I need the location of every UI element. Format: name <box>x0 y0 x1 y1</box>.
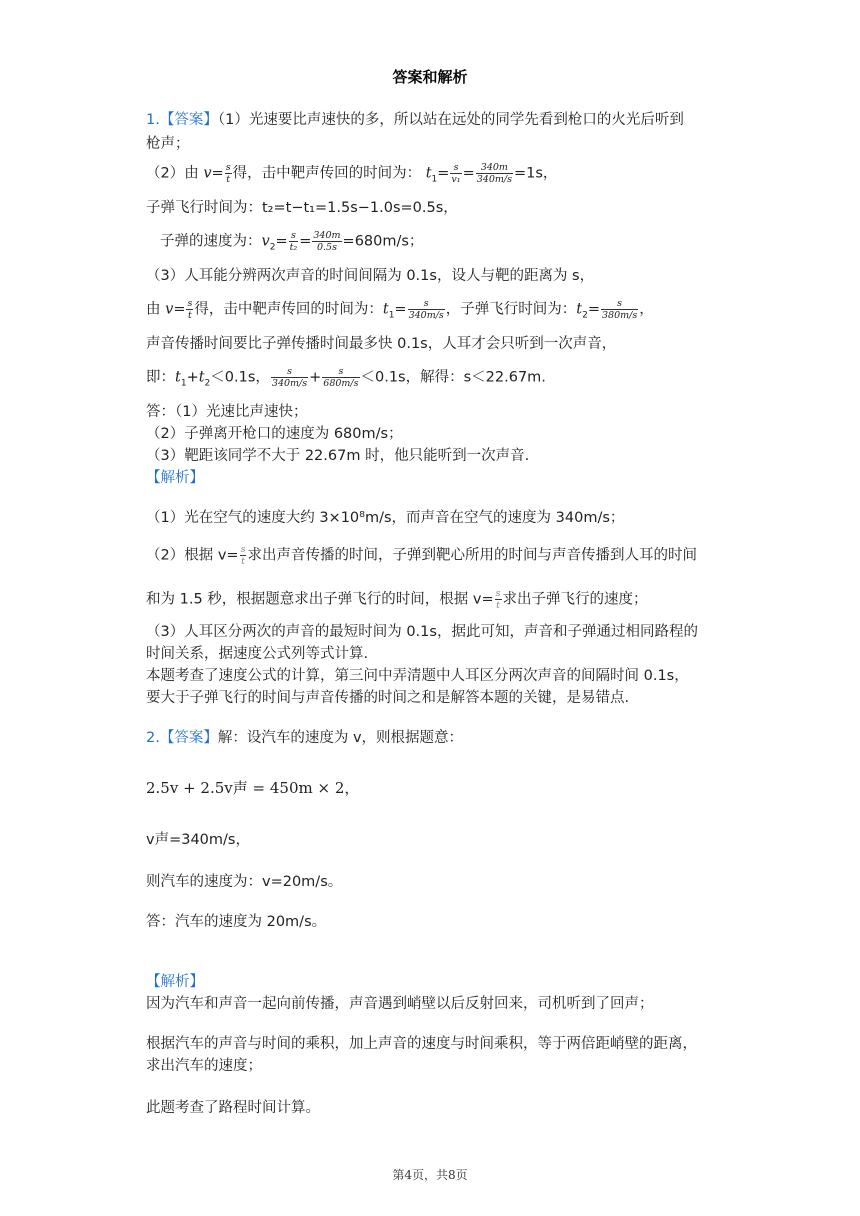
t1-formula: $\frac{s}{\text{v₁}}$ <box>451 162 461 185</box>
page-title: 答案和解析 <box>392 68 468 86</box>
q1-an-2a: （2）根据 v= <box>146 547 239 564</box>
q1-ans-3: （3）靶距该同学不大于 22.67m 时，他只能听到一次声音. <box>146 448 530 464</box>
q1-answer-tag: 【答案】 <box>159 112 218 128</box>
q1-p3d-b: ＜0.1s， <box>210 369 270 386</box>
q1-v2-a: 子弹的速度为： <box>160 233 262 250</box>
q1-an-2d: 求出子弹飞行的速度； <box>502 591 648 608</box>
q1-p3d-a: 即： <box>146 369 175 386</box>
t2-bullet-frac: $\frac{s}{380m/s}$ <box>602 298 638 321</box>
q1-analysis-2a <box>146 544 697 567</box>
q2-answer-line <box>146 728 463 748</box>
page-footer: 第4页，共8页 <box>392 1168 468 1182</box>
q2-v-sound: v声=340m/s， <box>146 832 250 848</box>
q1-analysis-2c <box>146 588 648 611</box>
q1-analysis-3b: 时间关系，据速度公式列等式计算. <box>146 646 369 662</box>
q2-v-car: 则汽车的速度为：v=20m/s。 <box>146 874 343 890</box>
v-formula-4: $\frac{s}{t}$ <box>495 588 501 611</box>
q1-an-2b: 求出声音传播的时间，子弹到靶心所用的时间与声音传播到人耳的时间 <box>247 547 697 564</box>
q1-v2-result: =680m/s； <box>342 233 424 250</box>
v2-formula: $\frac{s}{\text{t₂}}$ <box>289 230 298 253</box>
v-formula-2: $\frac{s}{t}$ <box>187 298 193 321</box>
q1-t2-line: 子弹飞行时间为：t₂=t−t₁=1.5s−1.0s=0.5s， <box>146 200 458 216</box>
q2-answer-tag: 【答案】 <box>159 730 218 746</box>
q2-analysis-1: 因为汽车和声音一起向前传播，声音遇到峭壁以后反射回来，司机听到了回声； <box>146 996 654 1012</box>
q1-part3b-line: 由 v= $\frac{s}{t}$ 得，击中靶声传回的时间为：$t_1=$ $\frac{s}{340m/s}$ ，子弹飞行时间为：$t_2=$ $\frac{s}{380m/s}$ ， <box>146 298 654 321</box>
q2-analysis-3: 此题考查了路程时间计算。 <box>146 1100 320 1116</box>
q1-analysis-tag: 【解析】 <box>146 470 204 486</box>
q1-ans-head: 答：（1）光速比声速快； <box>146 404 308 420</box>
q1-answer-line <box>146 110 684 130</box>
q1-p3d-c: ＜0.1s，解得：s＜22.67m. <box>360 369 546 386</box>
ineq-frac-2: $\frac{s}{680m/s}$ <box>323 366 359 389</box>
ineq-frac-1: $\frac{s}{340m/s}$ <box>271 366 308 389</box>
t1-value-frac: $\frac{340m}{340m/s}$ <box>476 162 512 185</box>
q1-analysis-1: （1）光在空气的速度大约 3×10⁸m/s，而声音在空气的速度为 340m/s； <box>146 510 625 526</box>
q2-equation: 2.5v + 2.5v声 = 450m × 2， <box>146 779 360 797</box>
q1-part3c-line: 声音传播时间要比子弹传播时间最多快 0.1s，人耳才会只听到一次声音， <box>146 336 617 352</box>
q2-analysis-2b: 求出汽车的速度； <box>146 1058 262 1074</box>
q1-p2-result: =1s， <box>513 165 558 182</box>
q2-analysis-tag: 【解析】 <box>146 974 204 990</box>
t1-sound-frac: $\frac{s}{340m/s}$ <box>408 298 444 321</box>
q1-part2-line: （2）由 v= $\frac{s}{t}$ 得，击中靶声传回的时间为： $t_1=$ $\frac{s}{\text{v₁}}$ = $\frac{340m}{340m/s}$ =1s， <box>146 162 558 185</box>
q2-analysis-2a: 根据汽车的声音与时间的乘积，加上声音的速度与时间乘积，等于两倍距峭壁的距离， <box>146 1036 697 1052</box>
q1-p3b-a: 由 <box>146 301 166 318</box>
q1-answer-cont: 枪声； <box>146 136 190 152</box>
q1-an-2c: 和为 1.5 秒，根据题意求出子弹飞行的时间，根据 v= <box>146 591 494 608</box>
q1-p3b-c: ，子弹飞行时间为： <box>445 301 577 318</box>
q1-analysis-3a: （3）人耳区分两次的声音的最短时间为 0.1s，据此可知，声音和子弹通过相同路程的 <box>146 624 698 640</box>
q1-p3b-b: 得，击中靶声传回的时间为： <box>194 301 383 318</box>
q1-part3d-line: 即：$t_1+t_2<0.1s$， $\frac{s}{340m/s}$ + $\frac{s}{680m/s}$ ＜0.1s，解得：s＜22.67m. <box>146 366 546 389</box>
q1-p2-b: 得，击中靶声传回的时间为： <box>232 165 422 182</box>
q1-ans-2: （2）子弹离开枪口的速度为 680m/s； <box>146 426 403 442</box>
q1-number: 1. <box>146 112 160 128</box>
q1-analysis-4b: 要大于子弹飞行的时间与声音传播的时间之和是解答本题的关键，是易错点. <box>146 690 630 706</box>
q1-v2-line: 子弹的速度为：$v_2=$ $\frac{s}{\text{t₂}}$ = $\frac{340m}{0.5s}$ =680m/s； <box>160 230 424 253</box>
q2-answer-text: 解：设汽车的速度为 v，则根据题意： <box>217 730 464 746</box>
q1-analysis-4a: 本题考查了速度公式的计算，第三问中弄清题中人耳区分两次声音的间隔时间 0.1s， <box>146 668 689 684</box>
q1-answer-text: （1）光速要比声速快的多，所以站在远处的同学先看到枪口的火光后听到 <box>217 112 684 128</box>
v2-value-frac: $\frac{340m}{0.5s}$ <box>313 230 341 253</box>
q2-number: 2. <box>146 730 160 746</box>
v-formula-3: $\frac{s}{t}$ <box>240 544 246 567</box>
q1-p2-a: （2）由 <box>146 165 204 182</box>
v-formula: $\frac{s}{t}$ <box>225 162 231 185</box>
q2-answer: 答：汽车的速度为 20m/s。 <box>146 914 327 930</box>
q1-part3-line: （3）人耳能分辨两次声音的时间间隔为 0.1s，设人与靶的距离为 s， <box>146 268 595 284</box>
